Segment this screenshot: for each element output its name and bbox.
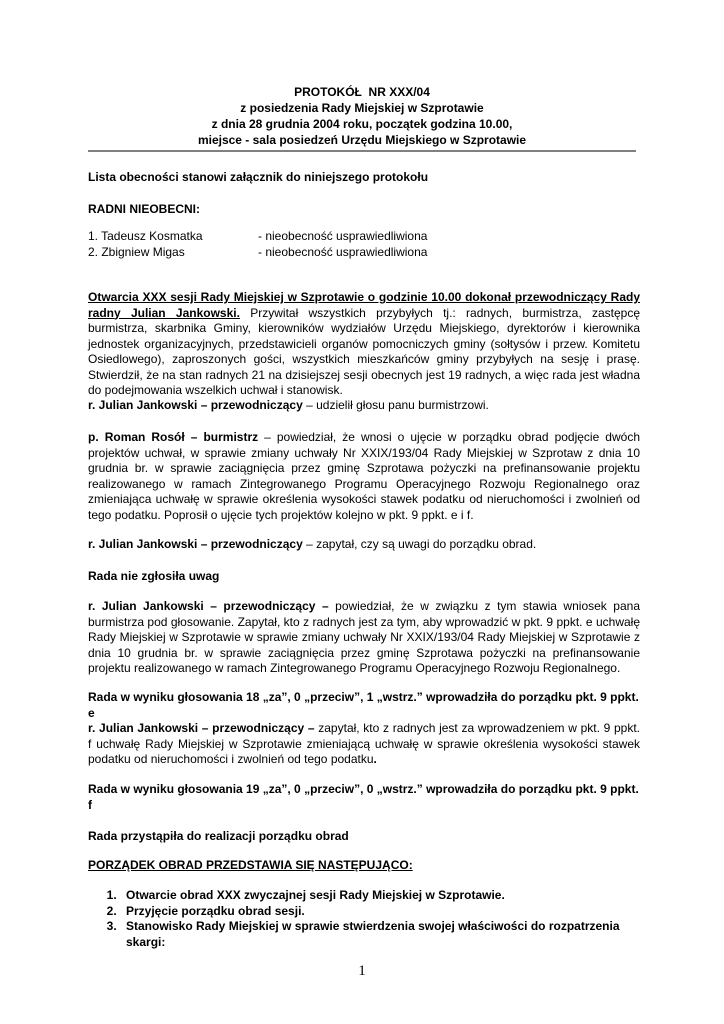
document-header <box>88 84 636 148</box>
agenda-item: 2. Przyjęcie porządku obrad sesji. <box>120 904 640 920</box>
absent-heading: RADNI NIEOBECNI: <box>88 202 201 216</box>
no-remarks-note: Rada nie zgłosiła uwag <box>88 569 220 583</box>
speaker: r. Julian Jankowski – przewodniczący – <box>88 599 329 613</box>
speaker: r. Julian Jankowski – przewodniczący <box>88 398 303 412</box>
opening-lead: Otwarcia XXX sesji Rady Miejskiej w Szprotawie o godzinie 10.00 dokonał przewodniczący Rady radny Julian Jankowski. <box>88 290 640 320</box>
page-number: 1 <box>358 963 366 979</box>
absent-name: 2. Zbigniew Migas <box>88 244 185 259</box>
absent-list <box>88 229 640 260</box>
statement: powiedział, że w związku z tym stawia wniosek pana burmistrza pod głosowanie. Zapytał, kto z radnych jest za tym, aby wprowadzić w pkt. 9 ppkt. e uchwałę Rady Miejskiej w Szprotawie w sprawie zmiany uchwały Nr XXIX/193/04 Rady Miejskiej w Szprotawie z dnia 10 grudnia br. w sprawie zaciągnięcia przez gminę Szprotawa pożyczki na prefinansowanie projektu realizowanego w ramach Zintegrowanego Programu Operacyjnego Rozwoju Regionalnego. <box>88 599 640 675</box>
agenda-heading: PORZĄDEK OBRAD PRZEDSTAWIA SIĘ NASTĘPUJĄCO: <box>88 858 413 872</box>
absent-name: 1. Tadeusz Kosmatka <box>88 229 203 243</box>
statement: – udzielił głosu panu burmistrzowi. <box>302 398 489 412</box>
paragraph-mayor <box>88 430 640 523</box>
speaker: r. Julian Jankowski – przewodniczący <box>88 537 303 551</box>
proceed-note: Rada przystąpiła do realizacji porządku obrad <box>88 829 349 843</box>
statement: – zapytał, czy są uwagi do porządku obrad. <box>302 537 537 551</box>
paragraph-chair-4: r. Julian Jankowski – przewodniczący – zapytał, kto z radnych jest za wprowadzeniem w pkt. 9 ppkt. f uchwałę Rady Miejskiej w Szprotawie zmieniającą uchwałę w sprawie określenia wysokości stawek podatku od nieruchomości i zwolnień od tego podatku. <box>88 721 640 766</box>
statement: – powiedział, że wnosi o ujęcie w porządku obrad podjęcie dwóch projektów uchwał, w sprawie zmiany uchwały Nr XXIX/193/04 Rady Miejskiej w Szprotaw z dnia 10 grudnia br. w sprawie zaciągnięcia przez gminę Szprotawa pożyczki na prefinansowanie projektu realizowanego w ramach Zintegrowanego Programu Operacyjnego Rozwoju Regionalnego oraz zmieniająca uchwałę w sprawie określenia wysokości stawek podatku od nieruchomości i zwolnień od tego podatku. Poprosił o ujęcie tych projektów kolejno w pkt. 9 ppkt. e i f. <box>88 430 640 522</box>
vote-result-f: Rada w wyniku głosowania 19 „za”, 0 „przeciw”, 0 „wstrz.” wprowadziła do porządku pkt. 9 ppkt. f <box>88 782 639 812</box>
absent-status: - nieobecność usprawiedliwiona <box>258 244 428 259</box>
agenda-item: 3. Stanowisko Rady Miejskiej w sprawie stwierdzenia swojej właściwości do rozpatrzenia skargi: <box>120 919 640 950</box>
session-place: miejsce - sala posiedzeń Urzędu Miejskiego w Szprotawie <box>197 133 527 147</box>
absent-item <box>88 229 640 245</box>
agenda-item: 1. Otwarcie obrad XXX zwyczajnej sesji Rady Miejskiej w Szprotawie. <box>120 888 640 904</box>
speaker: p. Roman Rosół – burmistrz <box>88 430 259 444</box>
paragraph-chair-1 <box>88 398 640 414</box>
vote-result-e: Rada w wyniku głosowania 18 „za”, 0 „przeciw”, 1 „wstrz.” wprowadziła do porządku pkt. 9 ppkt. e <box>88 690 639 720</box>
paragraph-chair-2 <box>88 537 640 553</box>
session-title: z posiedzenia Rady Miejskiej w Szprotawie <box>240 101 484 115</box>
header-divider <box>88 150 636 152</box>
paragraph-chair-3 <box>88 599 640 677</box>
absent-status: - nieobecność usprawiedliwiona <box>258 229 428 243</box>
agenda-list <box>88 888 640 950</box>
speaker: r. Julian Jankowski – przewodniczący – <box>88 721 315 735</box>
absent-item <box>88 245 640 261</box>
opening-text: Przywitał wszystkich przybyłych tj.: radnych, burmistrza, zastępcę burmistrza, skarbnika Gminy, kierowników wydziałów Urzędu Miejskiego, dyrektorów i kierownika jednostek organizacyjnych, przedstawicieli organów pomocniczych gminy (sołtysów i przew. Komitetu Osiedlowego), zaproszonych gości, wszystkich mieszkańców gminy przybyłych na sesję i prasę. Stwierdził, że na stan radnych 21 na dzisiejszej sesji obecnych jest 19 radnych, a więc rada jest władna do podejmowania wszelkich uchwał i stanowisk. <box>88 305 640 397</box>
protocol-number: PROTOKÓŁ NR XXX/04 <box>294 85 430 99</box>
attendance-note: Lista obecności stanowi załącznik do niniejszego protokołu <box>88 170 429 184</box>
session-date: z dnia 28 grudnia 2004 roku, początek godzina 10.00, <box>211 117 513 131</box>
statement: zapytał, kto z radnych jest za wprowadzeniem w pkt. 9 ppkt. f uchwałę Rady Miejskiej w Szprotawie zmieniającą uchwałę w sprawie określenia wysokości stawek podatku od nieruchomości i zwolnień od tego podatku <box>88 721 640 766</box>
opening-paragraph <box>88 290 640 399</box>
